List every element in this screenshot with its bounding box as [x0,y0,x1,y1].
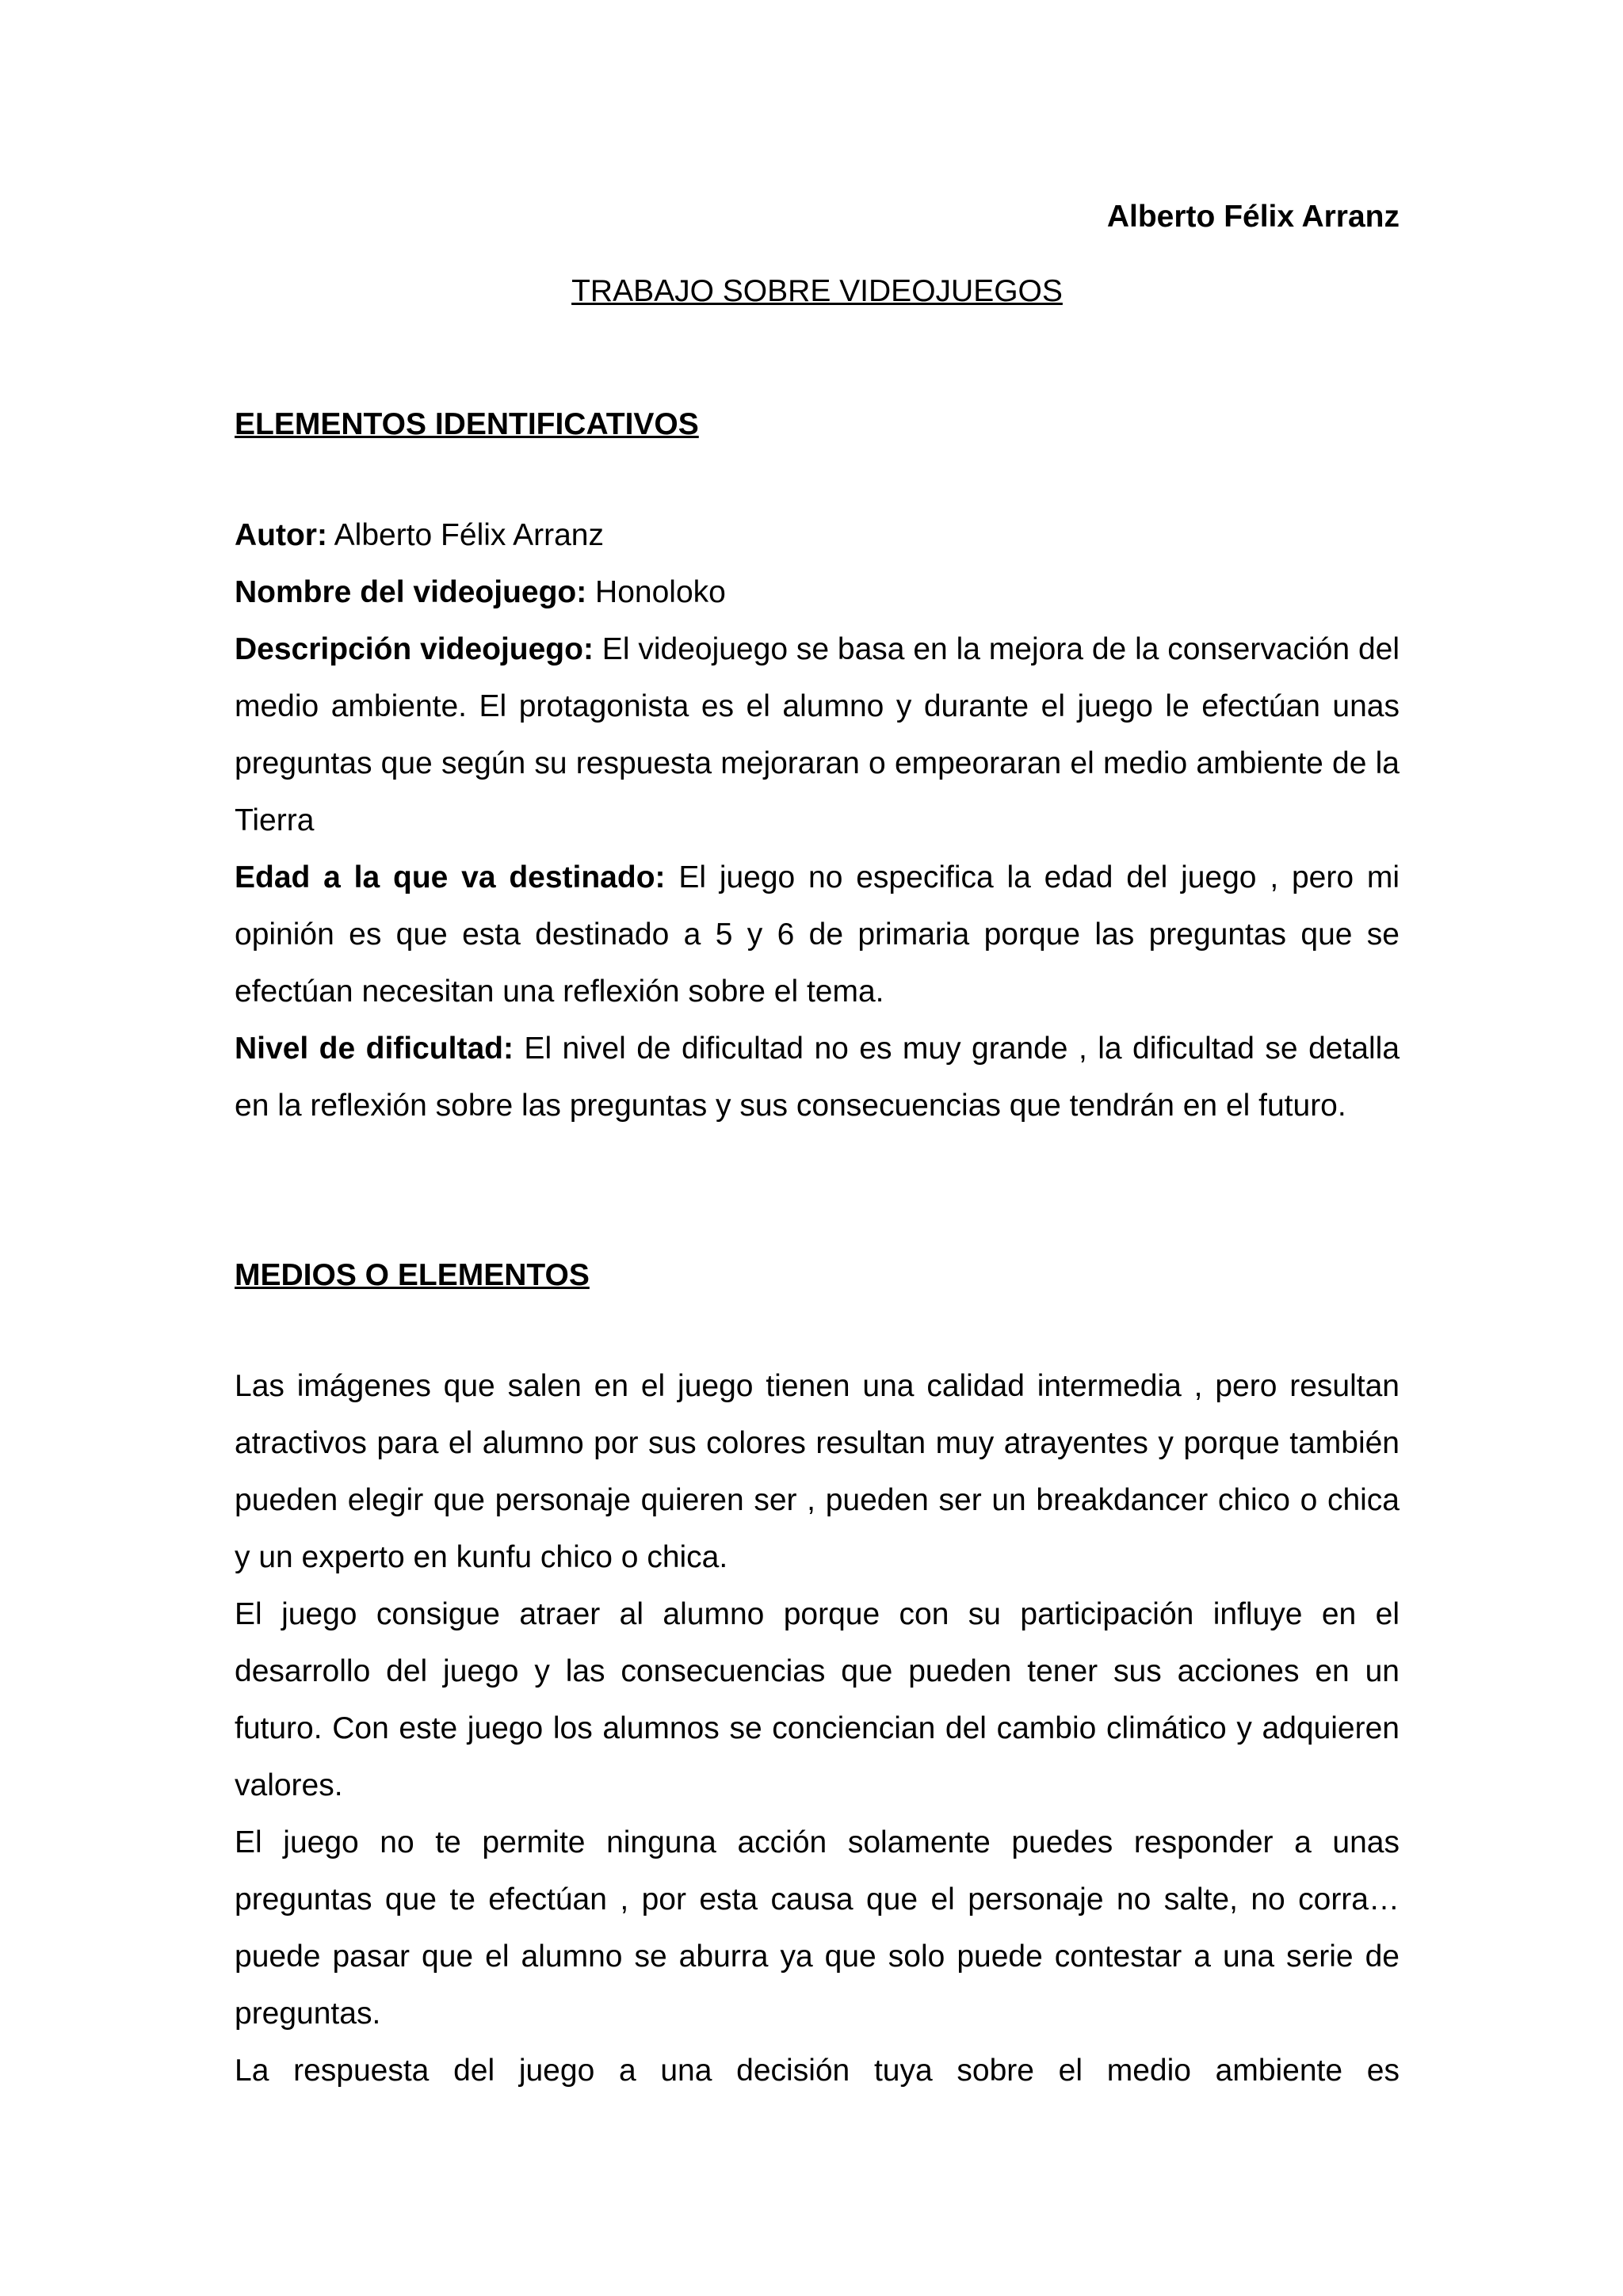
field-value: Alberto Félix Arranz [327,518,604,552]
paragraph: Las imágenes que salen en el juego tienen una calidad intermedia , pero resultan atractivos para el alumno por sus colores resultan muy atrayentes y porque también pueden elegir que personaje quieren ser , pueden ser un breakdancer chico o chica y un experto en kunfu chico o chica. [235,1369,1400,1574]
author-name-header: Alberto Félix Arranz [1106,200,1400,234]
field-label: Nombre del videojuego: [235,575,587,609]
field-label: Autor: [235,518,327,552]
paragraph: La respuesta del juego a una decisión tuya sobre el medio ambiente es [235,2054,1400,2088]
field-value: El videojuego se basa en la mejora de la conservación del medio ambiente. El protagonista es el alumno y durante el juego le efectúan unas preguntas que según su respuesta mejoraran o empeoraran el medio ambiente de la Tierra [235,632,1400,837]
field-descripcion [235,621,1400,849]
document-title: TRABAJO SOBRE VIDEOJUEGOS [571,274,1063,308]
field-label: Descripción videojuego: [235,632,594,666]
field-label: Edad a la que va destinado: [235,860,666,894]
paragraph: El juego consigue atraer al alumno porque con su participación influye en el desarrollo del juego y las consecuencias que pueden tener sus acciones en un futuro. Con este juego los alumnos se conciencian del cambio climático y adquieren valores. [235,1597,1400,1802]
field-autor [235,507,1400,564]
paragraph: El juego no te permite ninguna acción solamente puedes responder a unas preguntas que te efectúan , por esta causa que el personaje no salte, no corra… puede pasar que el alumno se aburra ya que solo puede contestar a una serie de preguntas. [235,1825,1400,2031]
field-value: El nivel de dificultad no es muy grande , la dificultad se detalla en la reflexión sobre las preguntas y sus consecuencias que tendrán en el futuro. [235,1032,1400,1123]
section-heading-medios: MEDIOS O ELEMENTOS [235,1258,590,1292]
medios-paragraphs [235,1358,1400,2100]
field-label: Nivel de dificultad: [235,1032,514,1066]
field-value: Honoloko [586,575,726,609]
identification-fields [235,507,1400,1135]
section-heading-identificativos: ELEMENTOS IDENTIFICATIVOS [235,407,699,441]
field-edad [235,849,1400,1020]
field-nivel-dificultad [235,1020,1400,1135]
field-nombre-videojuego [235,564,1400,621]
field-value: El juego no especifica la edad del juego , pero mi opinión es que esta destinado a 5 y 6 de primaria porque las preguntas que se efectúan necesitan una reflexión sobre el tema. [235,860,1400,1009]
